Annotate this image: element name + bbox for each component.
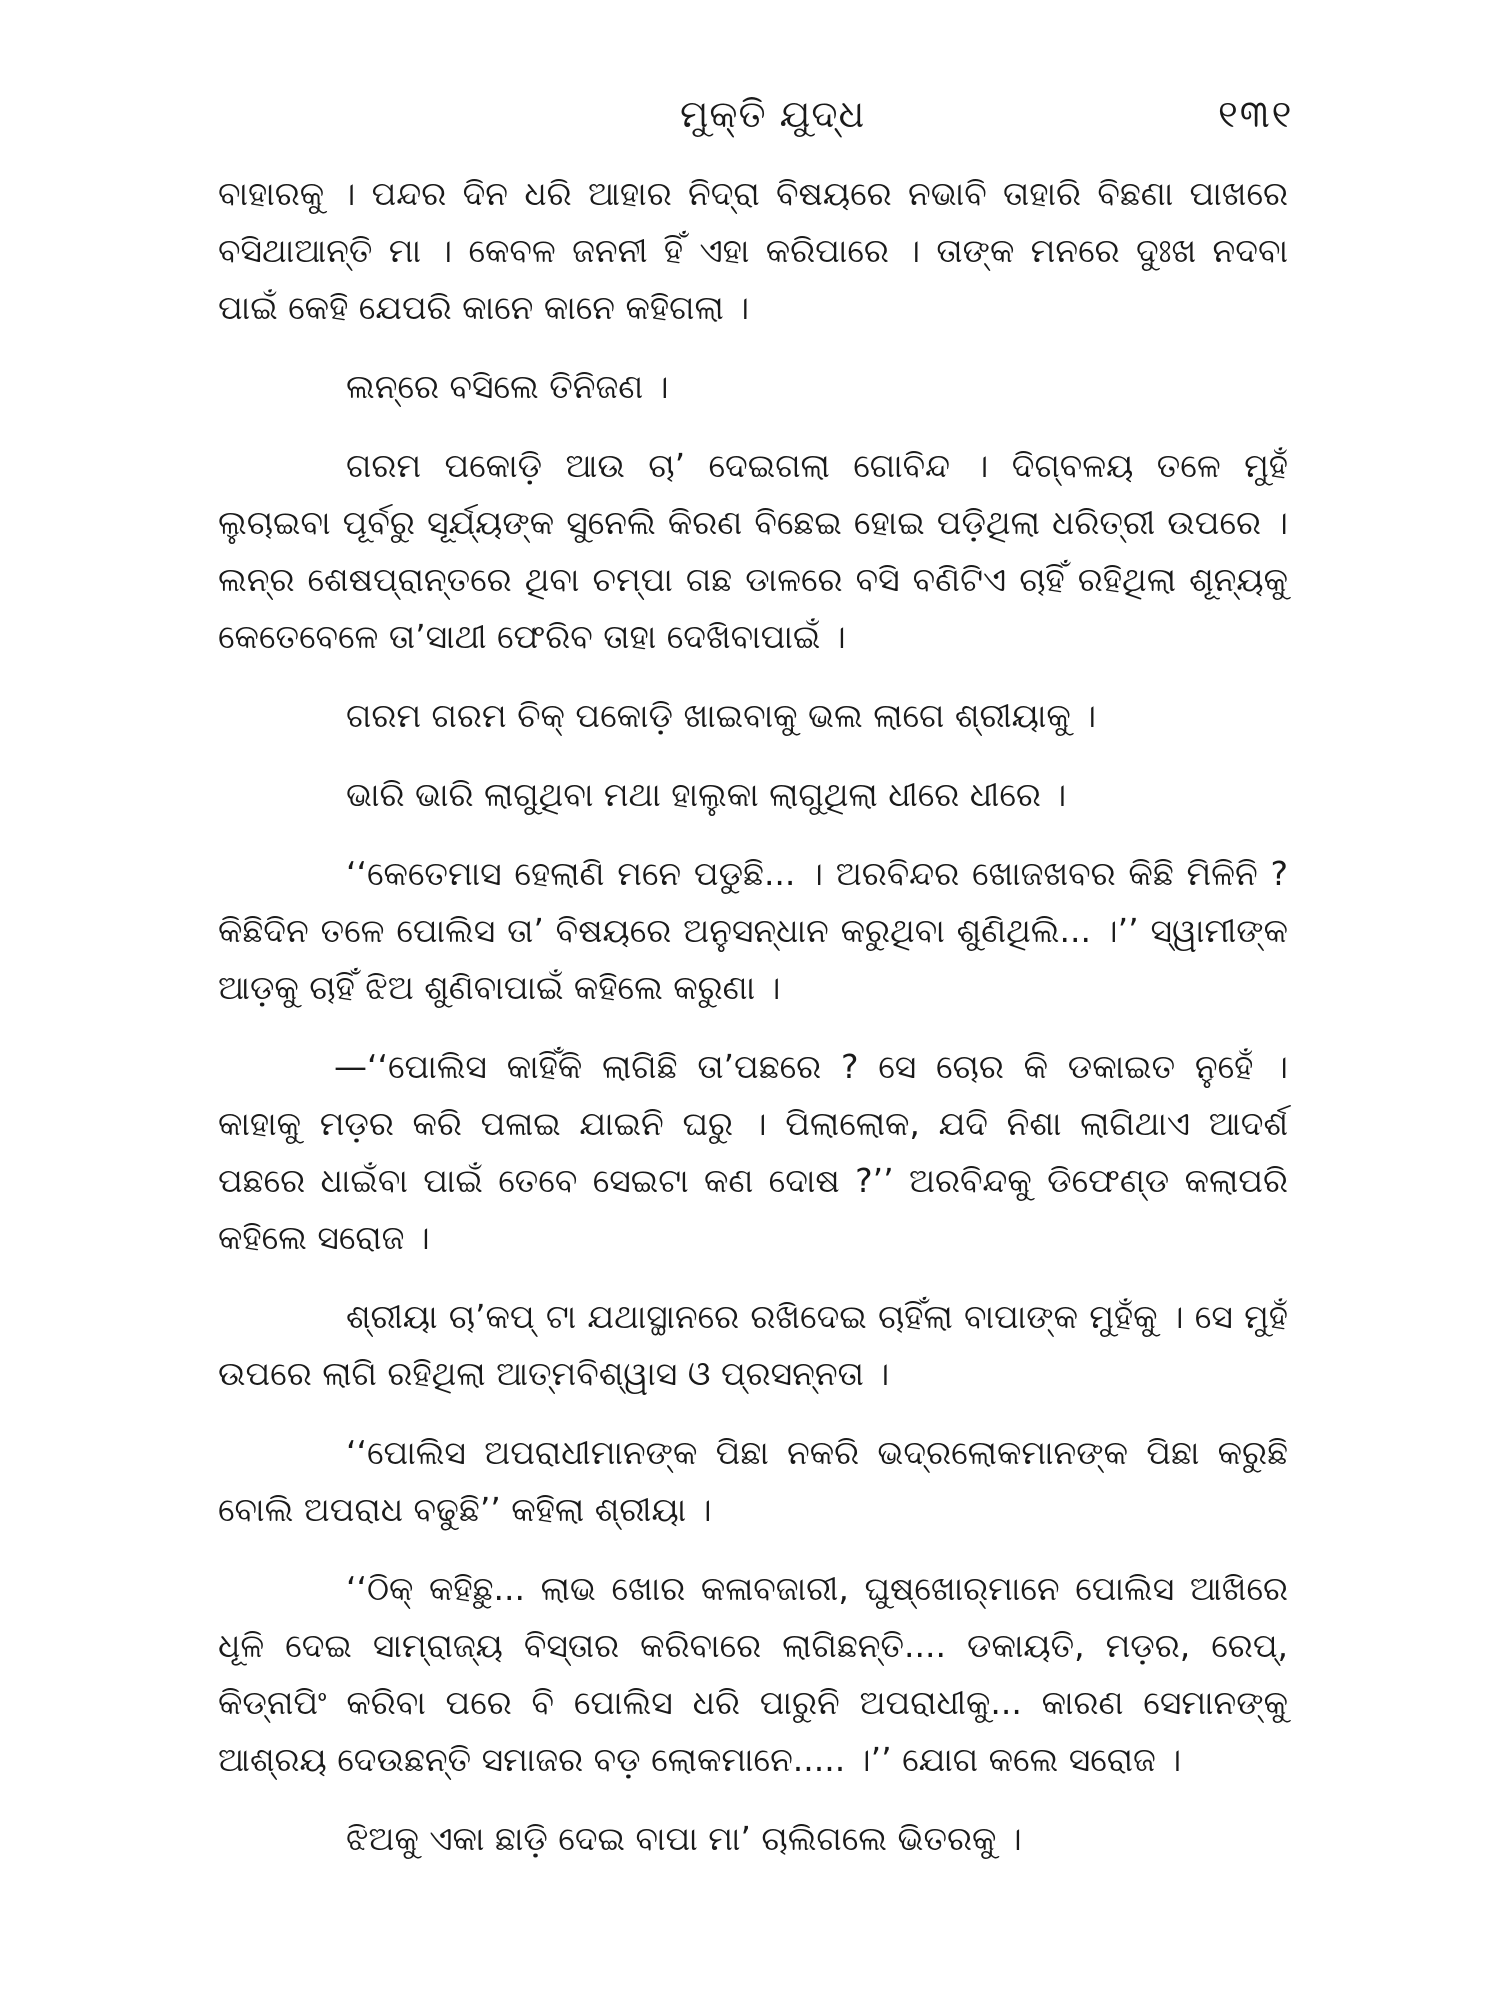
paragraph: ଲନ୍‌ରେ ବସିଲେ ତିନିଜଣ । [346,367,669,406]
paragraph: —‘‘ପୋଲିସ କାହିଁକି ଲାଗିଛି ତା’ପଛରେ ? ସେ ଚୋର କି ଡକାଇତ ନୁହେଁ । କାହାକୁ ମଡ଼ର କରି ପଳାଇ ଯାଇନି ଘରୁ । ପିଲାଲୋକ, ଯଦି ନିଶା ଲାଗିଥାଏ ଆଦର୍ଶ ପଛରେ ଧାଇଁବା ପାଇଁ ତେବେ ସେଇଟା କଣ ଦୋଷ ?’’ ଅରବିନ୍ଦକୁ ଡିଫେଣ୍ଡ କଲାପରି କହିଲେ ସରୋଜ । [218,1047,1288,1257]
paragraph: ଭାରି ଭାରି ଲାଗୁଥିବା ମଥା ହାଲୁକା ଲାଗୁଥିଲା ଧୀରେ ଧୀରେ । [346,775,1067,814]
paragraph: ଶ୍ରୀୟା ଚା’କପ୍ ଟା ଯଥାସ୍ଥାନରେ ରଖିଦେଇ ଚାହିଁଲା ବାପାଙ୍କ ମୁହଁକୁ । ସେ ମୁହଁ ଉପରେ ଲାଗି ରହିଥିଲା ଆତ୍ମବିଶ୍ୱାସ ଓ ପ୍ରସନ୍ନତା । [218,1297,1288,1393]
running-header-title: ମୁକ୍ତି ଯୁଦ୍ଧ [680,92,866,136]
paragraph: ‘‘ଠିକ୍ କହିଛୁ... ଲାଭ ଖୋର କଳାବଜାରୀ, ଘୁଷ୍‌ଖୋର୍‌ମାନେ ପୋଲିସ ଆଖିରେ ଧୂଳି ଦେଇ ସାମ୍ରାଜ୍ୟ ବିସ୍ତାର କରିବାରେ ଲାଗିଛନ୍ତି.... ଡକାୟତି, ମଡ଼ର, ରେପ୍, କିଡ୍‌ନାପିଂ କରିବା ପରେ ବି ପୋଲିସ ଧରି ପାରୁନି ଅପରାଧୀକୁ... କାରଣ ସେମାନଙ୍କୁ ଆଶ୍ରୟ ଦେଉଛନ୍ତି ସମାଜର ବଡ଼ ଲୋକମାନେ..... ।’’ ଯୋଗ କଲେ ସରୋଜ । [218,1569,1288,1779]
paragraph: ‘‘ପୋଲିସ ଅପରାଧୀମାନଙ୍କ ପିଛା ନକରି ଭଦ୍ରଲୋକମାନଙ୍କ ପିଛା କରୁଛି ବୋଲି ଅପରାଧ ବଢୁଛି’’ କହିଲା ଶ୍ରୀୟା । [218,1433,1288,1529]
paragraph: ବାହାରକୁ । ପନ୍ଦର ଦିନ ଧରି ଆହାର ନିଦ୍ରା ବିଷୟରେ ନଭାବି ତାହାରି ବିଛଣା ପାଖରେ ବସିଥାଆନ୍ତି ମା । କେବଳ ଜନନୀ ହିଁ ଏହା କରିପାରେ । ତାଙ୍କ ମନରେ ଦୁଃଖ ନଦବା ପାଇଁ କେହି ଯେପରି କାନେ କାନେ କହିଗଲା । [218,174,1288,327]
paragraph: ଗରମ ପକୋଡ଼ି ଆଉ ଚା’ ଦେଇଗଲା ଗୋବିନ୍ଦ । ଦିଗ୍‌ବଳୟ ତଳେ ମୁହଁ ଲୁଚାଇବା ପୂର୍ବରୁ ସୂର୍ଯ୍ୟଙ୍କ ସୁନେଲି କିରଣ ବିଛେଇ ହୋଇ ପଡ଼ିଥିଲା ଧରିତ୍ରୀ ଉପରେ । ଲନ୍‌ର ଶେଷପ୍ରାନ୍ତରେ ଥିବା ଚମ୍ପା ଗଛ ଡାଳରେ ବସି ବଣିଟିଏ ଚାହିଁ ରହିଥିଲା ଶୂନ୍ୟକୁ କେତେବେଳେ ତା’ସାଥୀ ଫେରିବ ତାହା ଦେଖିବାପାଇଁ । [218,446,1288,656]
page-number: ୧୩୧ [1218,92,1294,136]
paragraph: ଝିଅକୁ ଏକା ଛାଡ଼ି ଦେଇ ବାପା ମା’ ଚାଲିଗଲେ ଭିତରକୁ । [346,1819,1022,1858]
body-text [218,165,1288,1889]
paragraph: ‘‘କେତେମାସ ହେଲାଣି ମନେ ପଡୁଛି... । ଅରବିନ୍ଦର ଖୋଜଖବର କିଛି ମିଳିନି ? କିଛିଦିନ ତଳେ ପୋଲିସ ତା’ ବିଷୟରେ ଅନୁସନ୍ଧାନ କରୁଥିବା ଶୁଣିଥିଲି... ।’’ ସ୍ୱାମୀଙ୍କ ଆଡ଼କୁ ଚାହିଁ ଝିଅ ଶୁଣିବାପାଇଁ କହିଲେ କରୁଣା । [218,854,1288,1007]
paragraph: ଗରମ ଗରମ ଚିକ୍ ପକୋଡ଼ି ଖାଇବାକୁ ଭଲ ଲାଗେ ଶ୍ରୀୟାକୁ । [346,696,1097,735]
